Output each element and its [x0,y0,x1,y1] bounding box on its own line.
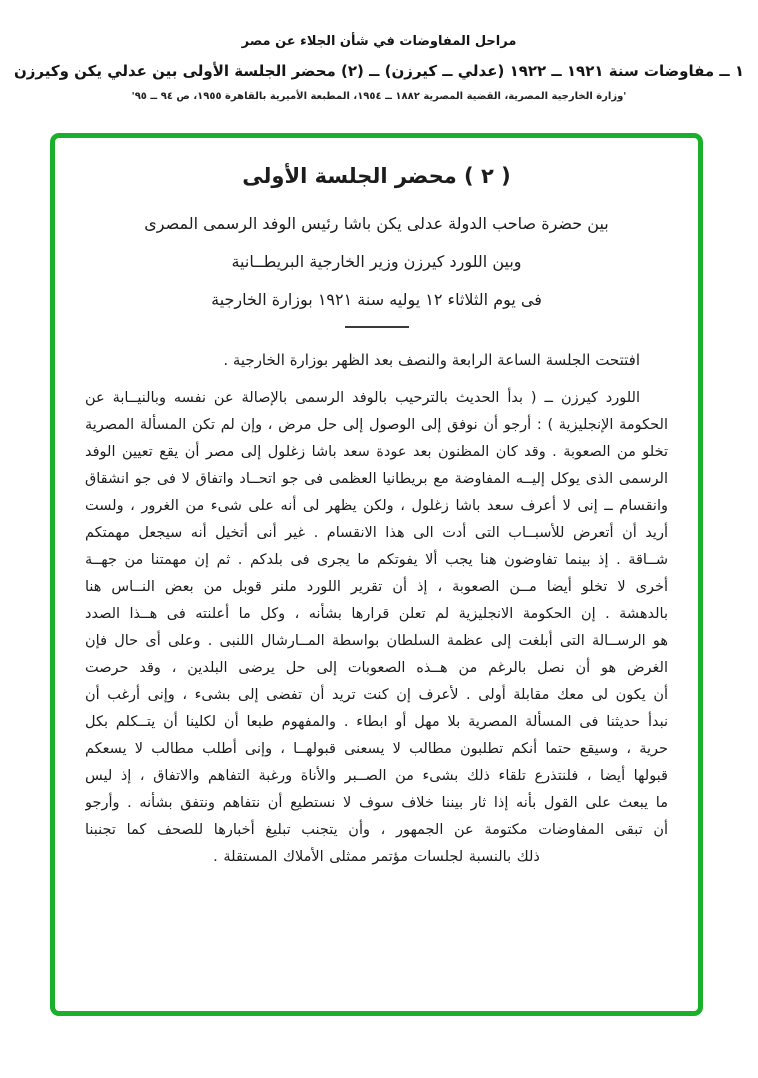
speech-line: نبدأ حديثنا فى المسألة المصرية بلا مهل أو ابطاء . والمفهوم طبعا أن لكلينا أن يتــكلم بكل [85,714,668,730]
speech-line: أخرى لا تخلو أيضا مــن الصعوبة ، إذ أن تقرير اللورد ملنر قوبل من بعض النــاس هنا [85,579,668,595]
speech-line: الرسمى الذى يوكل إليــه المفاوضة مع بريطانيا العظمى فى جو اتحــاد واتفاق لا فى جو انشقاق [85,471,668,487]
speech-line: بالدهشة . إن الحكومة الانجليزية لم تعلن قرارها بشأنه ، وكل ما أعلنته فى هــذا الصدد [85,606,668,622]
green-document-frame [50,133,703,1016]
speech-line: الحكومة الإنجليزية ) : أرجو أن نوفق إلى الوصول إلى حل مرض ، وإن لم تكن المسألة المصرية [85,417,668,433]
separator-rule [345,326,409,328]
source-citation: 'وزارة الخارجية المصرية، القضية المصرية ١٨٨٢ ــ ١٩٥٤، المطبعة الأميرية بالقاهرة ١٩٥٥، ص ٩٤ ــ ٩٥' [131,91,627,102]
speech-line: ذلك بالنسبة لجلسات مؤتمر ممثلى الأملاك المستقلة . [213,849,540,865]
curzon-speech-paragraph [85,385,668,871]
party-line-egyptian-delegate: بين حضرة صاحب الدولة عدلى يكن باشا رئيس الوفد الرسمى المصرى [144,214,609,233]
speech-line: الغرض هو أن نصل بالرغم من هــذه الصعوبات إلى حل يرضى البلدين ، وقد حرصت [85,660,668,676]
speech-line: أريد أن أتعرض للأسبــاب التى أدت الى هذا الانقسام . غير أنى أتخيل أنه سيجعل مهمتكم [85,525,668,541]
party-line-british-minister: وبين اللورد كيرزن وزير الخارجية البريطــانية [231,252,522,271]
session-date-line: فى يوم الثلاثاء ١٢ يوليه سنة ١٩٢١ بوزارة الخارجية [211,290,542,309]
speech-line: اللورد كيرزن ــ ( بدأ الحديث بالترحيب بالوفد الرسمى بالإصالة عن نفسه وبالنيــابة عن [85,390,640,406]
speech-line: تخلو من الصعوبة . وقد كان المظنون بعد عودة سعد باشا زغلول إلى مصر أن يقع تعيين الوفد [85,444,668,460]
speech-line: أن تبقى المفاوضات مكتومة عن الجمهور ، وأن يتجنب تبليغ أخبارها للصحف كما تجنبنا [85,822,668,838]
speech-line: حرية ، وسيقع حتما أنكم تطلبون مطالب لا يسعنى قبولهــا ، وإنى أطلب مطالب لا يسعكم [85,741,668,757]
speech-line: ما يبعث على القول بأنه إذا ثار بيننا خلاف سوف لا نستطيع أن نتفاهم ونتفق بشأنه . وأرجو [85,795,668,811]
header-citation-line: ١ ــ مفاوضات سنة ١٩٢١ ــ ١٩٢٢ (عدلي ــ كيرزن) ــ (٢) محضر الجلسة الأولى بين عدلي يكن وكيرزن [13,62,745,80]
header-title: مراحل المفاوضات في شأن الجلاء عن مصر [241,34,517,49]
opening-statement-line: افتتحت الجلسة الساعة الرابعة والنصف بعد الظهر بوزارة الخارجية . [223,351,640,369]
speech-line: شــاقة . إذ بينما تفاوضون هنا يجب ألا يفوتكم ما يجرى فى بلدكم . ثم إن مهمتنا من جهــة [85,552,668,568]
session-title: ( ٢ ) محضر الجلسة الأولى [242,164,511,188]
speech-line: قبولها أيضا ، فلنتذرع تلقاء ذلك بشىء من الصــبر والأناة ورغبة التفاهم والاتفاق ، إذ ليس [85,768,668,784]
page-header [0,0,758,102]
speech-line: هو الرســالة التى أبلغت إلى عظمة السلطان بواسطة المــارشال اللنبى . وعلى أى حال فإن [85,633,668,649]
speech-line: وانقسام ــ إنى لا أعرف سعد باشا زغلول ، ولكن يظهر لى أنه على شىء من الغرور ، ولست [85,498,668,514]
speech-line: أن يكون لى معك مقابلة أولى . لأعرف إن كنت تريد أن تفضى إلى بشىء ، وإنى أرغب أن [85,687,668,703]
